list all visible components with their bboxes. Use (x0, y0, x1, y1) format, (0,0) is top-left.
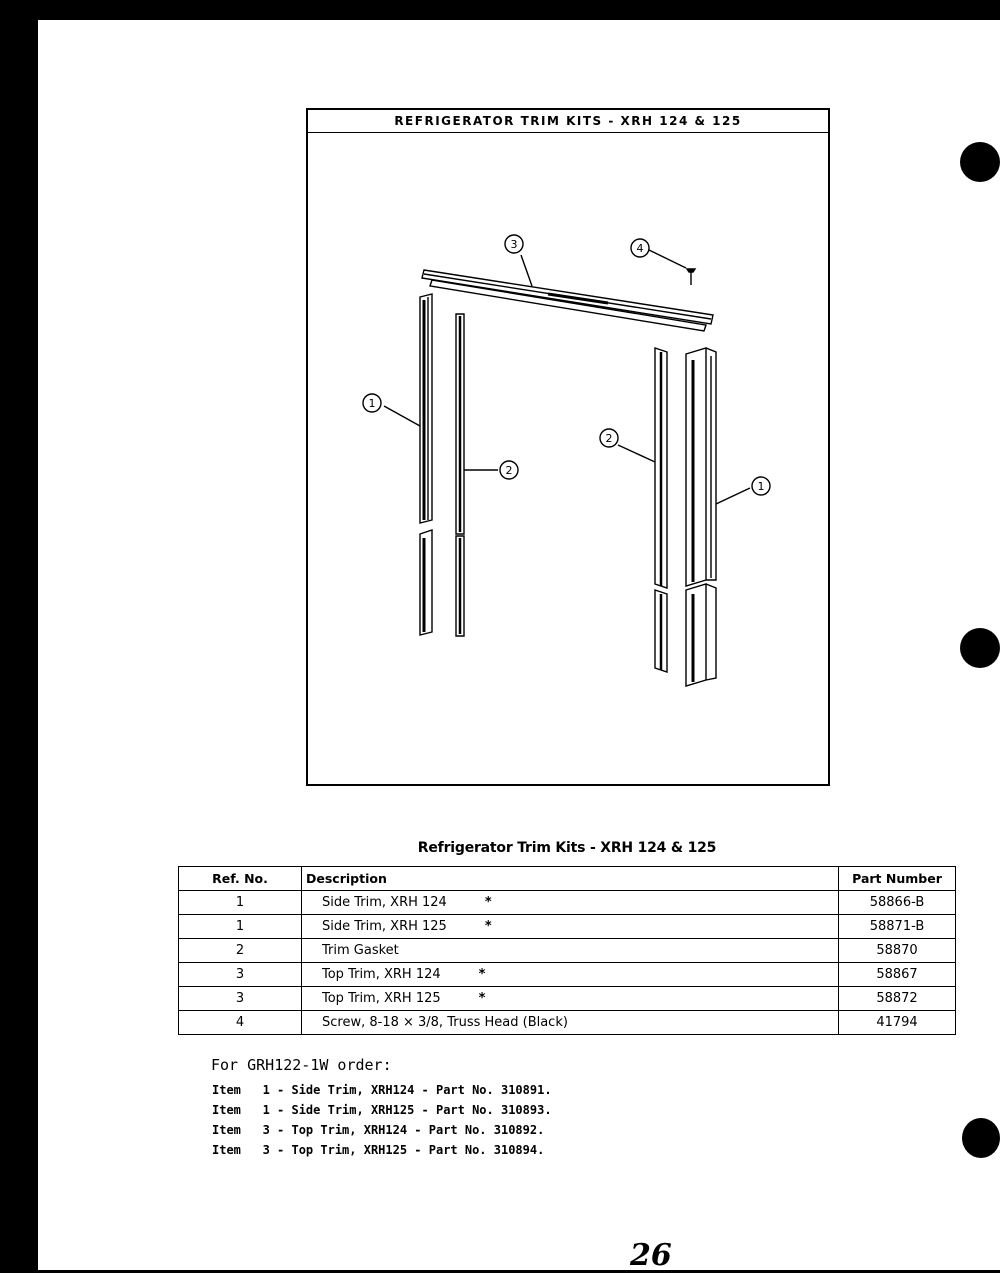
description-cell (302, 939, 839, 963)
description-cell (302, 987, 839, 1011)
part-number-cell: 58867 (839, 963, 956, 987)
left-gasket-part (456, 314, 464, 636)
callout-2-right: 2 (605, 432, 613, 445)
asterisk-mark: * (484, 895, 492, 910)
description-text: Side Trim, XRH 125 (322, 919, 447, 934)
header-ref-no: Ref. No. (179, 867, 302, 891)
description-cell (302, 891, 839, 915)
part-number-cell: 41794 (839, 1011, 956, 1035)
ref-no-cell: 3 (179, 987, 302, 1011)
part-number-cell: 58872 (839, 987, 956, 1011)
binder-hole-mark (960, 142, 1000, 182)
exploded-diagram (306, 108, 830, 786)
description-text: Trim Gasket (322, 943, 399, 958)
callout-4: 4 (636, 242, 644, 255)
header-description: Description (302, 867, 839, 891)
table-header-row (179, 867, 956, 891)
table-row (179, 915, 956, 939)
description-text: Top Trim, XRH 125 (322, 991, 441, 1006)
description-text: Side Trim, XRH 124 (322, 895, 447, 910)
top-trim-part (422, 270, 713, 331)
part-number-cell: 58866-B (839, 891, 956, 915)
ref-no-cell: 4 (179, 1011, 302, 1035)
right-gasket-part (655, 348, 667, 672)
table-row (179, 963, 956, 987)
table-title: Refrigerator Trim Kits - XRH 124 & 125 (417, 840, 717, 856)
order-note-line: Item 1 - Side Trim, XRH125 - Part No. 310893. (212, 1103, 552, 1117)
trim-kit-illustration (308, 110, 828, 784)
binder-hole-mark (962, 1118, 1000, 1158)
description-text: Screw, 8-18 × 3/8, Truss Head (Black) (322, 1015, 568, 1030)
callout-2-left: 2 (505, 464, 513, 477)
table-row (179, 891, 956, 915)
table-row (179, 1011, 956, 1035)
left-side-trim-part (420, 294, 432, 635)
header-part-number: Part Number (839, 867, 956, 891)
ref-no-cell: 1 (179, 891, 302, 915)
table-row (179, 939, 956, 963)
order-note-line: Item 3 - Top Trim, XRH124 - Part No. 310892. (212, 1123, 545, 1137)
ref-no-cell: 3 (179, 963, 302, 987)
order-note-line: Item 3 - Top Trim, XRH125 - Part No. 310894. (212, 1143, 545, 1157)
description-cell (302, 1011, 839, 1035)
ref-no-cell: 1 (179, 915, 302, 939)
description-cell (302, 963, 839, 987)
order-note-list (212, 1080, 552, 1160)
description-cell (302, 915, 839, 939)
page-number: 26 (630, 1238, 672, 1273)
asterisk-mark: * (484, 919, 492, 934)
binder-hole-mark (960, 628, 1000, 668)
ref-no-cell: 2 (179, 939, 302, 963)
right-side-trim-part (686, 348, 716, 686)
order-note-heading: For GRH122-1W order: (211, 1056, 392, 1074)
diagram-title: REFRIGERATOR TRIM KITS - XRH 124 & 125 (394, 114, 742, 128)
table-row (179, 987, 956, 1011)
order-note-line: Item 1 - Side Trim, XRH124 - Part No. 310891. (212, 1083, 552, 1097)
parts-table (178, 866, 956, 1035)
screw-part (687, 269, 695, 285)
callout-3: 3 (510, 238, 518, 251)
document-page (38, 20, 1000, 1273)
asterisk-mark: * (478, 967, 486, 982)
description-text: Top Trim, XRH 124 (322, 967, 441, 982)
callout-1-left: 1 (368, 397, 376, 410)
asterisk-mark: * (478, 991, 486, 1006)
part-number-cell: 58871-B (839, 915, 956, 939)
part-number-cell: 58870 (839, 939, 956, 963)
callout-1-right: 1 (757, 480, 765, 493)
